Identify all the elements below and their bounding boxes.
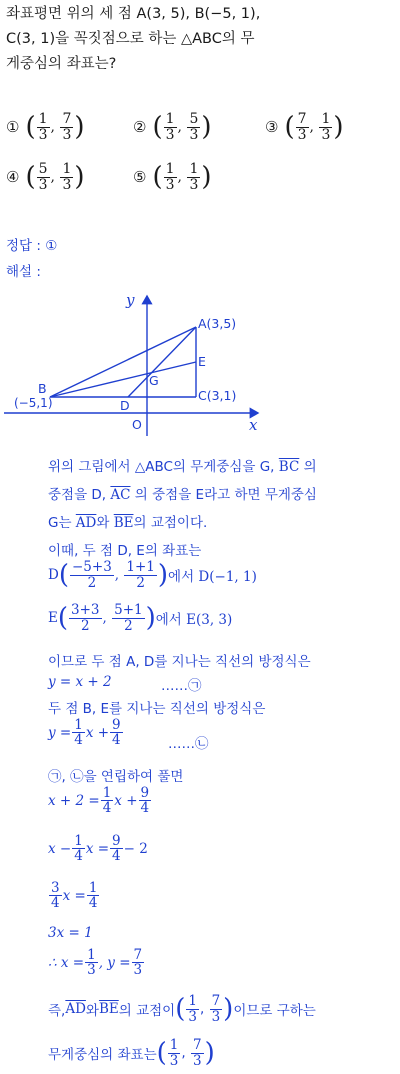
- x-axis-label: x: [249, 416, 258, 434]
- coordinate-figure: [0, 284, 400, 440]
- point-g-label: G: [149, 373, 159, 388]
- choice-mark: ①: [6, 118, 20, 137]
- text: 무게중심의 좌표는: [48, 1047, 157, 1063]
- sol-e-coord: E ( $\frac{3+3}{2}$ , $\frac{5+1}{2}$ ) 에서 E(3, 3): [48, 602, 233, 634]
- choice-4[interactable]: ④ ( $\frac{5}{3}$ , $\frac{1}{3}$ ): [6, 161, 85, 193]
- frac-den: 3: [165, 176, 175, 193]
- sol-line-11: ㉠, ㉡을 연립하여 풀면: [48, 769, 184, 785]
- sol-final-1: 즉, $\overline{AD}$ 와 $\overline{BE}$ 의 교점이 ( $\frac{1}{3}$ , $\frac{7}{3}$ ) 이므로 구하는: [48, 993, 316, 1025]
- frac-num: 9: [112, 833, 121, 849]
- frac-den: 3: [189, 176, 199, 193]
- frac-den: 2: [124, 617, 133, 634]
- frac-den: 3: [165, 126, 175, 143]
- frac-den: 4: [140, 800, 150, 817]
- sol-calc-4: 3x = 1: [48, 925, 93, 941]
- frac-den: 3: [62, 126, 72, 143]
- frac-num: 7: [297, 111, 307, 127]
- choice-mark: ⑤: [133, 168, 147, 187]
- frac-num: 3+3: [71, 602, 100, 619]
- frac-den: 3: [62, 176, 72, 193]
- text: 이므로 구하는: [233, 1003, 316, 1019]
- frac-den: 3: [297, 126, 307, 143]
- point-e-label: E: [198, 354, 206, 369]
- frac-num: 9: [140, 785, 150, 801]
- question-line-3: 게중심의 좌표는?: [6, 56, 117, 72]
- sol-calc-1: [48, 786, 152, 815]
- frac-num: 1: [87, 947, 96, 963]
- text: 에서 D(−1, 1): [168, 569, 257, 585]
- frac-den: 3: [188, 1008, 197, 1025]
- choice-3[interactable]: ③ ( $\frac{7}{3}$ , $\frac{1}{3}$ ): [265, 111, 344, 143]
- sol-calc-3: [48, 881, 100, 910]
- choice-2[interactable]: ② ( $\frac{1}{3}$ , $\frac{5}{3}$ ): [133, 111, 212, 143]
- text: x =: [85, 840, 110, 857]
- text: G는: [48, 515, 76, 531]
- frac-num: 7: [133, 947, 143, 963]
- choice-mark: ②: [133, 118, 147, 137]
- text: E: [48, 610, 58, 626]
- text: 위의 그림에서 △ABC의 무게중심을 G,: [48, 459, 279, 475]
- frac-den: 4: [74, 732, 83, 749]
- text: y =: [48, 724, 72, 741]
- sol-line-2: [48, 483, 317, 503]
- frac-den: 4: [112, 732, 121, 749]
- frac-num: 1: [38, 111, 48, 127]
- frac-num: 1: [102, 785, 112, 801]
- text: 에서 E(3, 3): [155, 612, 233, 628]
- segment-bc: $\overline{BC}$: [278, 459, 300, 475]
- segment-be: $\overline{BE}$: [113, 515, 134, 531]
- sol-line-9: 두 점 B, E를 지나는 직선의 방정식은: [48, 701, 266, 717]
- frac-num: −5+3: [71, 559, 112, 576]
- frac-den: 2: [87, 574, 97, 591]
- side-ba: [50, 327, 196, 397]
- frac-num: 1: [74, 717, 83, 733]
- frac-num: 5+1: [114, 602, 143, 619]
- frac-den: 3: [169, 1052, 179, 1069]
- choice-mark: ③: [265, 118, 279, 137]
- frac-den: 3: [87, 962, 96, 979]
- question-line-1: 좌표평면 위의 세 점 A(3, 5), B(−5, 1),: [6, 6, 261, 22]
- question-line-2: C(3, 1)을 꼭짓점으로 하는 △ABC의 무: [6, 31, 255, 47]
- frac-num: 1: [188, 993, 197, 1010]
- frac-den: 4: [88, 895, 98, 912]
- frac-num: 7: [211, 993, 221, 1010]
- frac-den: 3: [133, 962, 143, 979]
- text: , y =: [98, 954, 131, 971]
- sol-line-7: 이므로 두 점 A, D를 지나는 직선의 방정식은: [48, 654, 311, 670]
- point-b-coord: (−5,1): [14, 396, 53, 410]
- frac-den: 3: [189, 126, 199, 143]
- text: x + 2 =: [48, 792, 100, 809]
- frac-num: 7: [192, 1037, 202, 1054]
- sol-line-1: [48, 455, 317, 475]
- sol-eq-2: [48, 718, 124, 747]
- frac-num: 3: [51, 880, 60, 896]
- text: D: [48, 567, 59, 583]
- text: 의 교점이: [118, 1003, 176, 1019]
- explanation-label: 해설 :: [6, 264, 41, 280]
- frac-den: 3: [38, 126, 48, 143]
- segment-be: $\overline{BE}$: [98, 1001, 119, 1017]
- text: 의: [299, 459, 317, 475]
- frac-den: 2: [80, 617, 90, 634]
- point-c-label: C(3,1): [198, 388, 237, 403]
- text: 즉,: [48, 1003, 66, 1019]
- text: x =: [62, 887, 86, 904]
- sol-eq-1: y = x + 2: [48, 674, 112, 690]
- sol-line-4: 이때, 두 점 D, E의 좌표는: [48, 543, 202, 559]
- frac-num: 1: [74, 833, 83, 849]
- text: 와: [85, 1003, 99, 1019]
- point-b-label: B: [38, 381, 47, 396]
- segment-ac: $\overline{AC}$: [110, 487, 131, 503]
- text: x +: [114, 792, 138, 809]
- frac-num: 1: [165, 111, 175, 127]
- text: − 2: [123, 840, 148, 857]
- frac-den: 3: [38, 176, 48, 193]
- frac-num: 1: [62, 161, 72, 177]
- median-ad: [128, 327, 196, 397]
- sol-calc-5: [48, 948, 145, 977]
- frac-num: 1: [165, 161, 175, 177]
- sol-line-3: [48, 511, 207, 531]
- sol-final-2: 무게중심의 좌표는 ( $\frac{1}{3}$ , $\frac{7}{3}$ ): [48, 1037, 215, 1069]
- frac-den: 4: [112, 848, 121, 865]
- text: 의 교점이다.: [133, 515, 208, 531]
- sol-d-coord: D ( $\frac{-5+3}{2}$ , $\frac{1+1}{2}$ ) 에서 D(−1, 1): [48, 559, 257, 591]
- frac-num: 7: [62, 111, 72, 127]
- frac-den: 2: [136, 574, 145, 591]
- frac-num: 9: [112, 717, 121, 733]
- frac-num: 5: [38, 161, 48, 177]
- choice-5[interactable]: ⑤ ( $\frac{1}{3}$ , $\frac{1}{3}$ ): [133, 161, 212, 193]
- segment-ad: $\overline{AD}$: [75, 515, 97, 531]
- text: 와: [96, 515, 114, 531]
- segment-ad: $\overline{AD}$: [65, 1001, 86, 1017]
- frac-num: 1+1: [126, 559, 155, 576]
- choice-1[interactable]: ① ( $\frac{1}{3}$ , $\frac{7}{3}$ ): [6, 111, 85, 143]
- median-be: [50, 362, 196, 397]
- text: 중점을 D,: [48, 487, 111, 503]
- point-d-label: D: [120, 398, 130, 413]
- frac-den: 4: [102, 800, 112, 817]
- sol-eq-2-tag: ……㉡: [168, 736, 209, 752]
- point-a-label: A(3,5): [198, 316, 237, 331]
- frac-den: 3: [321, 126, 331, 143]
- y-axis-label: y: [126, 291, 135, 309]
- choice-mark: ④: [6, 168, 20, 187]
- frac-den: 3: [192, 1052, 202, 1069]
- text: x +: [85, 724, 110, 741]
- frac-num: 1: [321, 111, 331, 127]
- frac-num: 5: [189, 111, 199, 127]
- frac-num: 1: [88, 880, 98, 896]
- frac-den: 4: [51, 895, 60, 912]
- sol-calc-2: [48, 834, 148, 863]
- frac-num: 1: [169, 1037, 179, 1054]
- text: x −: [48, 840, 72, 857]
- text: ∴ x =: [48, 954, 85, 971]
- origin-label: O: [132, 417, 142, 432]
- frac-den: 3: [211, 1008, 221, 1025]
- text: 의 중점을 E라고 하면 무게중심: [130, 487, 317, 503]
- frac-num: 1: [189, 161, 199, 177]
- sol-eq-1-tag: ……㉠: [161, 678, 202, 694]
- frac-den: 4: [74, 848, 83, 865]
- answer-label: 정답 : ①: [6, 238, 58, 254]
